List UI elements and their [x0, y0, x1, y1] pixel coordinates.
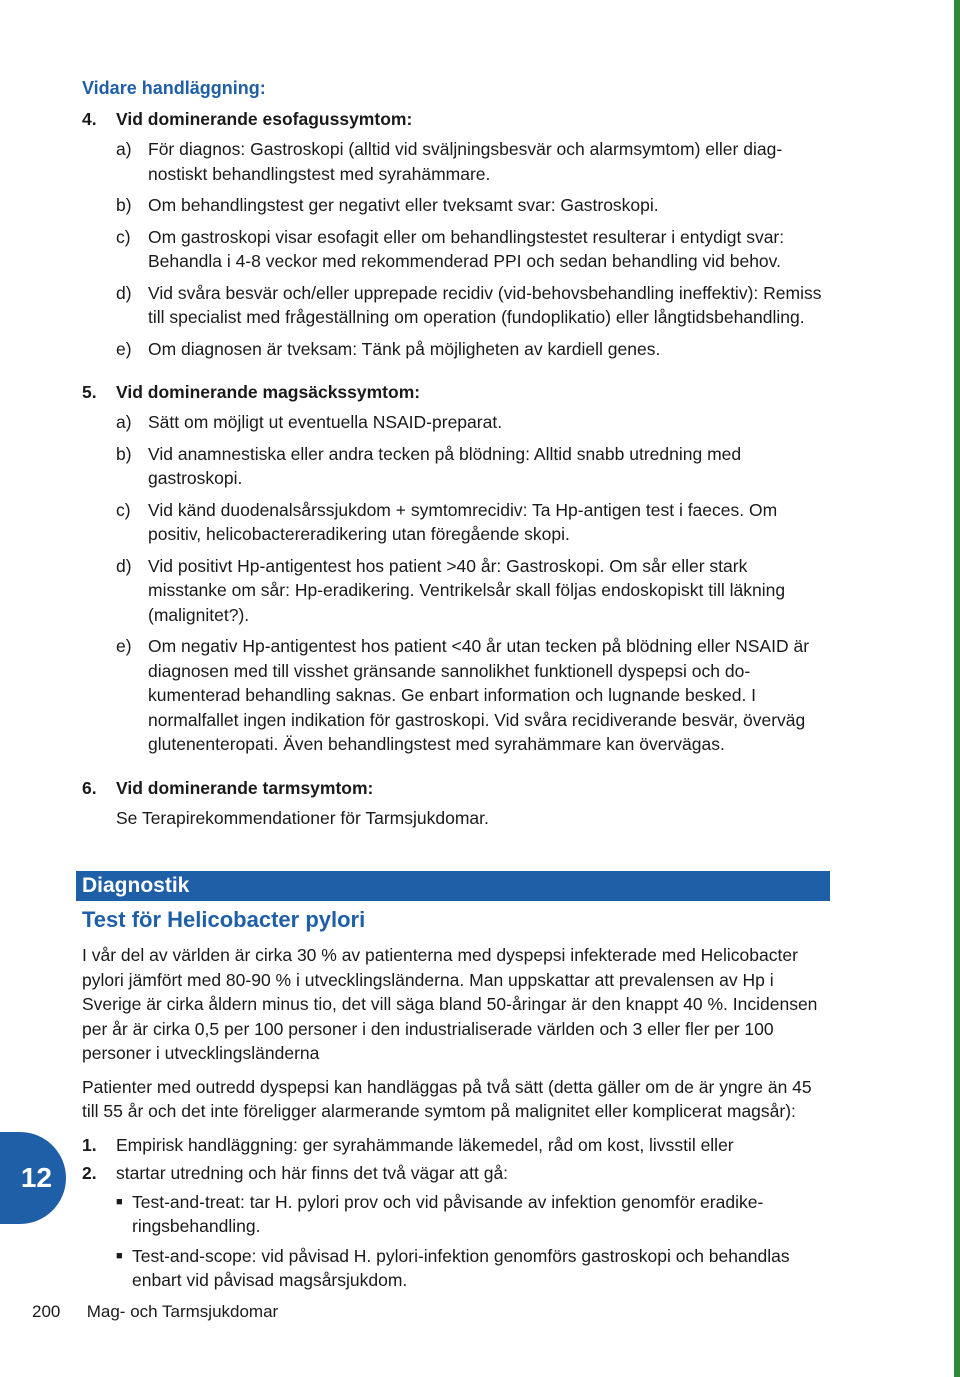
list-item: a) För diagnos: Gastroskopi (alltid vid sväljningsbesvär och alarmsymtom) eller diagnostiskt behandlingstest med syrahämmare. [116, 139, 783, 184]
square-bullet-icon: ■ [116, 1195, 123, 1208]
list-item: e) Om diagnosen är tveksam: Tänk på möjligheten av kardiell genes. [116, 338, 661, 359]
list-item: d) Vid positivt Hp-antigentest hos patient >40 år: Gastroskopi. Om sår eller stark misstanke om sår: Hp-eradikering. Ventrikelsår skall följas endoskopiskt till läkning (malignitet?). [116, 555, 786, 625]
section-4-title: 4. Vid dominerande esofagussymtom: [82, 109, 413, 129]
paragraph: I vår del av världen är cirka 30 % av patienterna med dyspepsi infekterade med Helicobacter pylori jämfört med 80-90 % i utvecklingsländerna. Man uppskattar att prevalensen av Hp i Sverige är cirka åldern minus tio, det vill säga bland 50-åringar är den knappt 40 %. Incidensen per år är cirka 0,5 per 100 personer i den industrialiserade världen och 3 eller fler per 100 personer i utvecklingsländerna [82, 945, 818, 1063]
list-item: c) Om gastroskopi visar esofagit eller om behandlingstestet resulterar i entydigt svar: Behandla i 4-8 veckor med rekommenderad PPI och sedan behandling vid behov. [116, 226, 785, 271]
diagnostik-banner: Diagnostik [76, 871, 830, 901]
list-item: e) Om negativ Hp-antigentest hos patient <40 år utan tecken på blödning eller NSAID är diagnosen med till visshet gränsande sannolikhet funktionell dyspepsi och dokumenterad behandling saknas. Ge enbart information och lugnande besked. I normalfallet ingen indikation för gastroskopi. Vid svåra recidiverande besvär, överväg glutenenteropati. Även behandlingstest med syrahämmare kan övervägas. [116, 636, 810, 754]
list-item: a) Sätt om möjligt ut eventuella NSAID-preparat. [116, 412, 503, 432]
list-item: c) Vid känd duodenalsårssjukdom + symtomrecidiv: Ta Hp-antigen test i faeces. Om positiv, helicobactereradikering utan föregående skopi. [116, 499, 778, 544]
list-item: b) Om behandlingstest ger negativt eller tveksamt svar: Gastroskopi. [116, 195, 659, 215]
page-number: 200 [32, 1302, 61, 1321]
bullet-item: ■ Test-and-scope: vid påvisad H. pylori-infektion genomförs gastroskopi och behandlas enbart vid påvisad magsårsjukdom. [82, 1244, 827, 1293]
page-footer [32, 1302, 278, 1322]
list-item: b) Vid anamnestiska eller andra tecken på blödning: Alltid snabb utredning med gastroskopi. [116, 443, 742, 488]
list-item: d) Vid svåra besvär och/eller upprepade recidiv (vid-behovsbehandling ineffektiv): Remiss till specialist med frågeställning om operation (fundoplikatio) eller långtidsbehandling. [116, 282, 822, 327]
book-title: Mag- och Tarmsjukdomar [86, 1302, 279, 1321]
chapter-tab: 12 [0, 1132, 66, 1224]
square-bullet-icon: ■ [116, 1249, 123, 1262]
section-6-text: Se Terapirekommendationer för Tarmsjukdomar. [116, 807, 489, 828]
numbered-item: 2. startar utredning och här finns det två vägar att gå: [82, 1163, 509, 1183]
bullet-item: ■ Test-and-treat: tar H. pylori prov och vid påvisande av infektion genomför eradikeringsbehandling. [82, 1190, 827, 1239]
section-heading: Vidare handläggning: [82, 78, 266, 98]
treatment-section [82, 78, 827, 830]
subsection-title: Test för Helicobacter pylori [82, 907, 366, 932]
page-edge-bar [954, 0, 960, 1377]
section-6-title: 6. Vid dominerande tarmsymtom: [82, 777, 374, 798]
diagnostics-section [82, 907, 827, 1298]
numbered-item: 1. Empirisk handläggning: ger syrahämmande läkemedel, råd om kost, livsstil eller [82, 1134, 734, 1155]
paragraph: Patienter med outredd dyspepsi kan handläggas på två sätt (detta gäller om de är yngre än 45 till 55 år och det inte föreligger alarmerande symtom på malignitet eller komplicerat magsår): [82, 1076, 812, 1121]
section-5-title: 5. Vid dominerande magsäckssymtom: [82, 382, 421, 402]
